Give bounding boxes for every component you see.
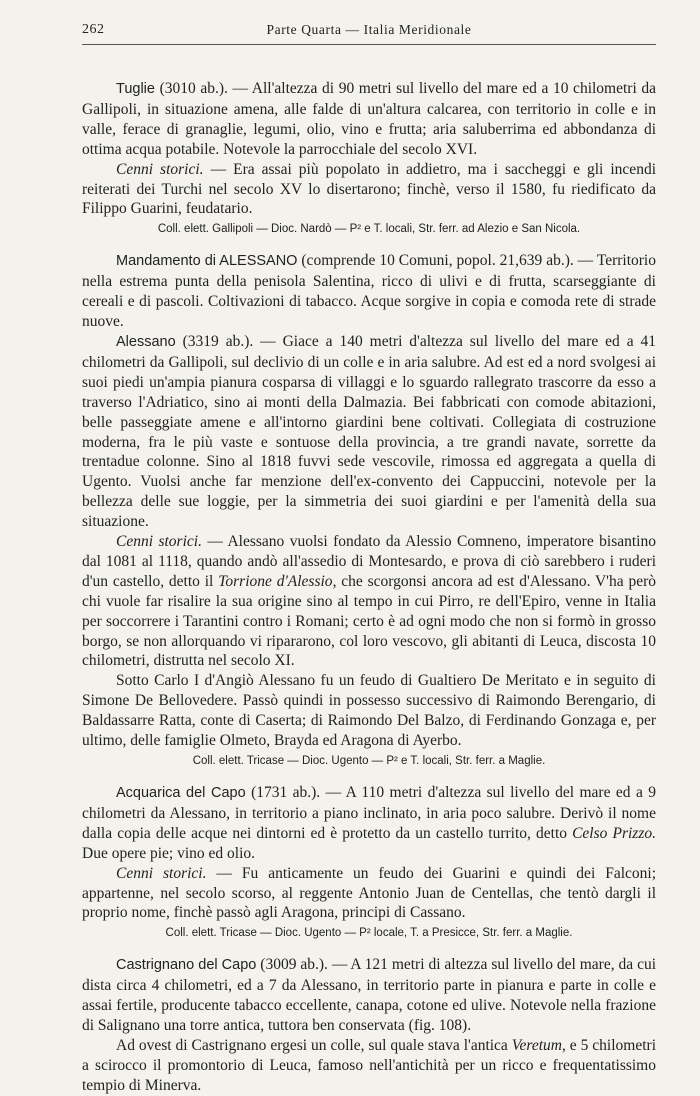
entry-name: Tuglie: [116, 81, 155, 97]
entry-info-line: Coll. elett. Tricase — Dioc. Ugento — P² locale, T. a Presicce, Str. ferr. a Maglie.: [165, 927, 573, 940]
page-header: [82, 22, 656, 45]
entry-name: Alessano: [116, 333, 176, 350]
history-paragraph: Cenni storici. — Era assai più popolato in addietro, ma i saccheggi e gli incendi reiterati dei Turchi nel secolo XV lo disertarono; finchè, verso il 1580, fu riedificato da Filippo Guarini, feudatario.: [82, 160, 656, 218]
history-label: Cenni storici.: [116, 864, 207, 882]
page-body: [82, 79, 656, 1096]
history-paragraph: Cenni storici. — Alessano vuolsi fondato da Alessio Comneno, imperatore bisantino dal 1081 al 1118, quando andò all'assedio di Montesardo, e prova di ciò sarebbero i ruderi d'un castello, detto il Torrione d'Alessio, che scorgonsi ancora ad est d'Alessano. V'ha però chi vuole far risalire la sua origine sino al tempo in cui Pirro, re dell'Epiro, venne in Italia per soccorrere i Tarantini contro i Romani; certo è ad ogni modo che non si formò in grosso borgo, se non allorquando vi ripararono, col loro vescovo, gli abitanti di Leuca, discosta 10 chilometri, distrutta nel secolo XI.: [82, 533, 656, 670]
entry-name: Acquarica del Capo: [116, 785, 246, 801]
entry-info-line: Coll. elett. Tricase — Dioc. Ugento — P² e T. locali, Str. ferr. a Maglie.: [192, 755, 546, 767]
history-label: Cenni storici.: [116, 533, 202, 551]
entry-name: Mandamento di ALESSANO: [116, 253, 298, 270]
entry-population: (3319 ab.).: [182, 332, 254, 350]
entry-paragraph: Acquarica del Capo (1731 ab.). — A 110 metri d'altezza sul livello del mare ed a 9 chilometri da Alessano, in territorio a piano inclinato, in aria poco salubre. Derivò il nome dalla copia delle acque nei dintorni ed è protetto da un castello turrito, detto Celso Prizzo. Due opere pie; vino ed olio.: [82, 784, 656, 862]
history-label: Cenni storici.: [116, 160, 204, 178]
page-number: 262: [82, 22, 105, 37]
entry-name: Castrignano del Capo: [116, 957, 257, 974]
entry-acquarica: [82, 783, 656, 941]
entry-paragraph: Tuglie (3010 ab.). — All'altezza di 90 metri sul livello del mare ed a 10 chilometri da Gallipoli, in situazione amena, alle falde di un'altura calcarea, con territorio in colle e in valle, ferace di granaglie, legumi, olio, vino e frutta; aria saluberrima ed abbondanza di ottima acqua potabile. Notevole la parrocchiale del secolo XVI.: [82, 80, 657, 158]
italic-term: Torrione d'Alessio: [218, 572, 333, 590]
entry-population: (1731 ab.).: [251, 784, 321, 801]
entry-paragraph: Mandamento di ALESSANO (comprende 10 Comuni, popol. 21,639 ab.). — Territorio nella estrema punta della penisola Salentina, ricco di ulivi e di frutta, scarseggiante di cereali e di pascoli. Coltivazioni di tabacco. Acque sorgive in copia e comoda rete di strade nuove.: [82, 252, 656, 331]
entry-paragraph: Castrignano del Capo (3009 ab.). — A 121 metri di altezza sul livello del mare, da cui dista circa 4 chilometri, ed a 7 da Alessano, in territorio parte in pianura e parte in colle e assai fertile, producente tabacco eccellente, canapa, cotone ed ulive. Notevole nella frazione di Salignano una torre antica, tuttora ben conservata (fig. 108).: [82, 956, 657, 1035]
entry-population: (3009 ab.).: [260, 956, 328, 974]
entry-paragraph: Ad ovest di Castrignano ergesi un colle, sul quale stava l'antica Veretum, e 5 chilometri a scirocco il promontorio di Leuca, famoso nell'antichità per un ricco e frequentatissimo tempio di Minerva.: [82, 1036, 657, 1094]
entry-tuglie: [82, 79, 656, 237]
italic-term: Veretum: [511, 1036, 562, 1054]
italic-term: Celso Prizzo.: [572, 824, 656, 842]
entry-paragraph: Alessano (3319 ab.). — Giace a 140 metri d'altezza sul livello del mare ed a 41 chilometri da Gallipoli, sul declivio di un colle e in aria salubre. Ad est ed a nord svolgesi ai suoi piedi un'ampia pianura cosparsa di villaggi e lo sguardo rallegrato trascorre da esso a traverso l'Adriatico, sino ai monti della Dalmazia. Bei fabbricati con comode abitazioni, belle passeggiate amene e all'intorno giardini bene coltivati. Collegiata di costruzione moderna, fra le più vaste e sontuose della provincia, a tre grandi navate, sorrette da trentadue colonne. Sino al 1818 fuvvi sede vescovile, rimossa ed aggregata a quella di Ugento. Vuolsi anche far menzione dell'ex-convento dei Cappuccini, notevole per la bellezza delle sue loggie, per la simmetria dei suoi giardini e per l'amenità della sua situazione.: [82, 332, 657, 531]
entry-info-line: Coll. elett. Gallipoli — Dioc. Nardò — P² e T. locali, Str. ferr. ad Alezio e San Nicola.: [157, 223, 581, 236]
history-paragraph: Sotto Carlo I d'Angiò Alessano fu un feudo di Gualtiero De Meritato e in seguito di Simone De Bellovedere. Passò quindi in possesso successivo di Raimondo Berengario, di Baldassarre Ratta, conte di Caserta; di Raimondo Del Balzo, di Ferdinando Gonzaga e, per ultimo, delle famiglie Olmeto, Brayda ed Aragona di Ayerbo.: [82, 672, 656, 750]
entry-population: (3010 ab.).: [159, 80, 228, 97]
history-paragraph: Cenni storici. — Fu anticamente un feudo dei Guarini e quindi dei Falconi; appartenne, nel secolo scorso, al reggente Antonio Juan de Centellas, che tentò dargli il proprio nome, finchè passò agli Aragona, principi di Cassano.: [82, 864, 656, 922]
entry-mandamento-alessano: [82, 251, 656, 769]
running-title: Parte Quarta — Italia Meridionale: [266, 22, 472, 37]
entry-castrignano: [82, 955, 656, 1095]
